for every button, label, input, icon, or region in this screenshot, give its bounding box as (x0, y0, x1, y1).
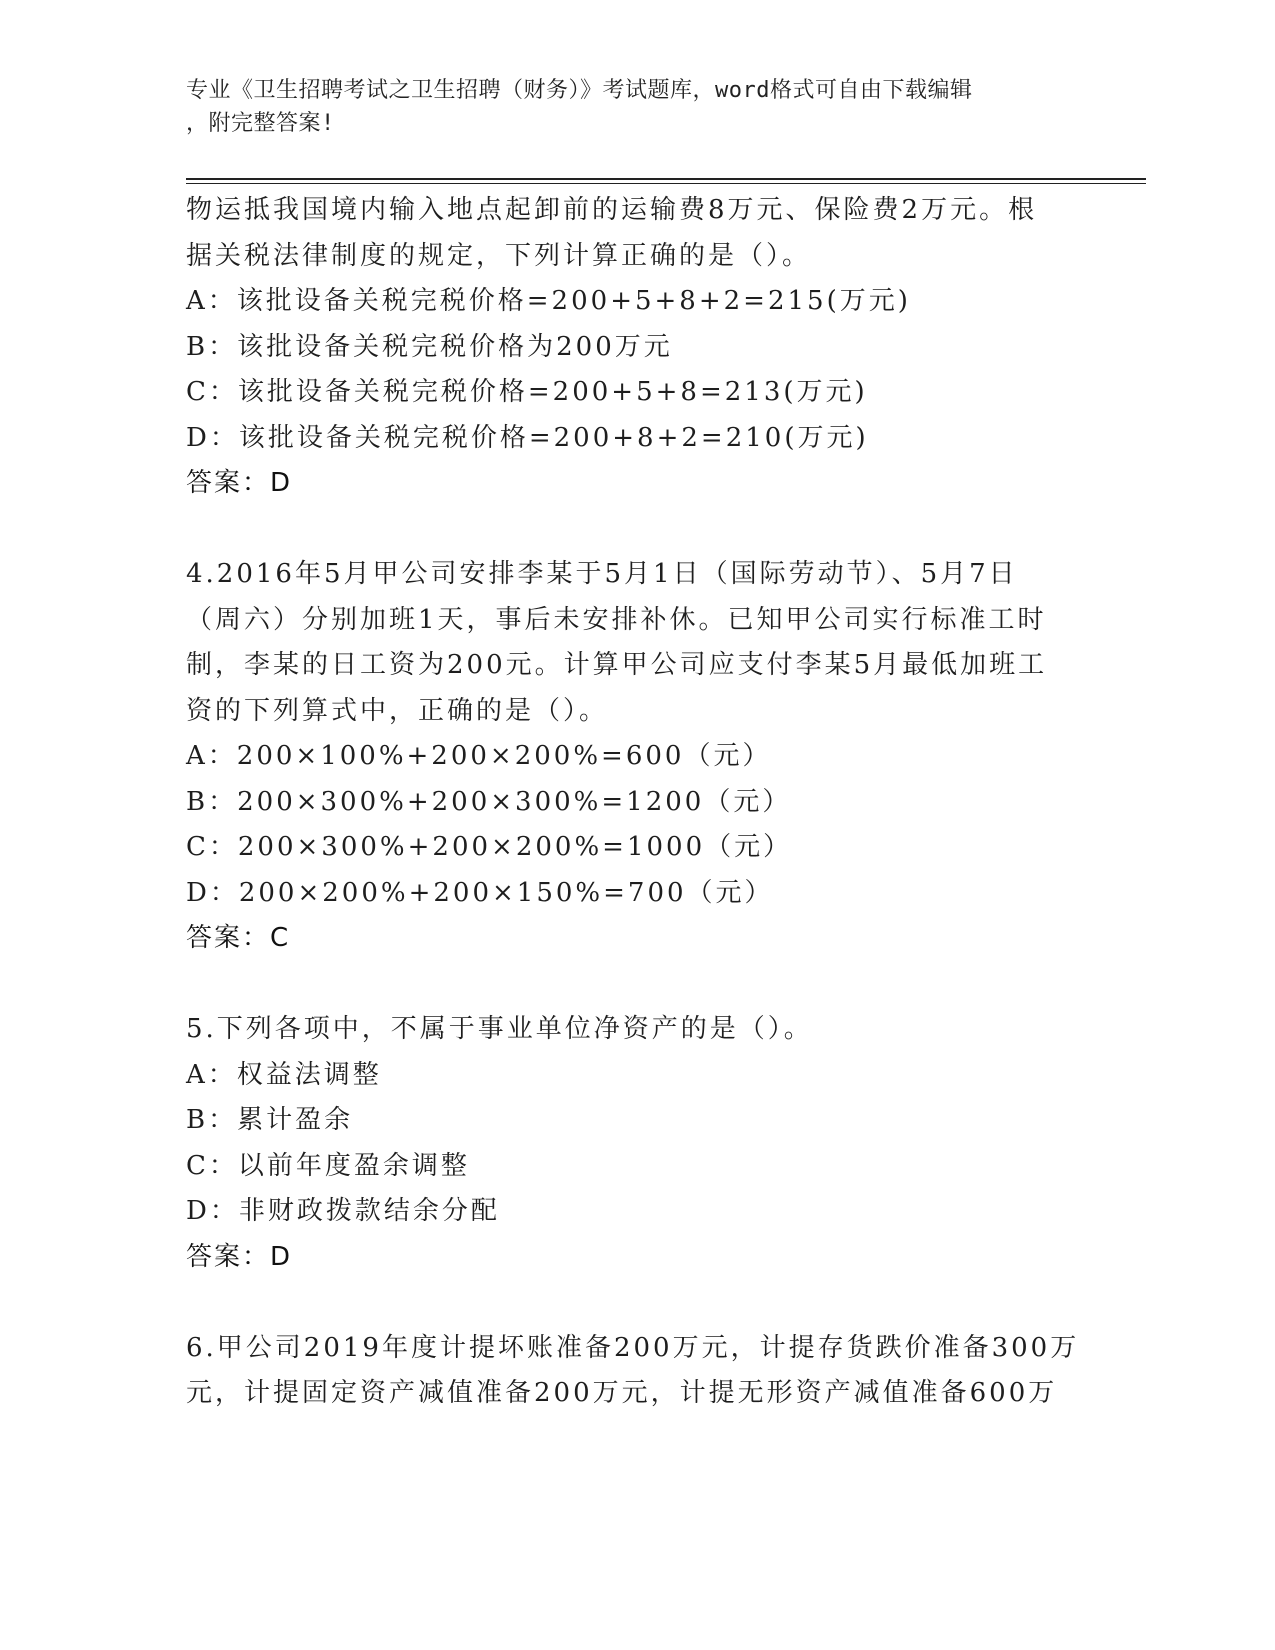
spacer (186, 507, 1086, 553)
question-4-option-a: A：200×100%+200×200%=600（元） (186, 741, 772, 771)
question-content (186, 188, 1086, 1417)
question-5-option-c: C：以前年度盈余调整 (186, 1150, 470, 1181)
header-divider-thin (186, 183, 1146, 184)
question-4-option-b: B：200×300%+200×300%=1200（元） (186, 786, 792, 817)
page-header (186, 74, 1086, 140)
question-4-stem-line-3: 制，李某的日工资为200元。计算甲公司应支付李某5月最低加班工 (186, 650, 1048, 680)
question-5-option-d: D：非财政拨款结余分配 (186, 1196, 500, 1226)
question-6-stem-line-2: 元，计提固定资产减值准备200万元，计提无形资产减值准备600万 (186, 1378, 1058, 1408)
question-4-option-c: C：200×300%+200×200%=1000（元） (186, 832, 793, 862)
question-4-stem-line-2: （周六）分别加班1天，事后未安排补休。已知甲公司实行标准工时 (186, 604, 1047, 635)
question-6-stem-line-1: 6.甲公司2019年度计提坏账准备200万元，计提存货跌价准备300万 (186, 1332, 1080, 1363)
header-title-line-2: ，附完整答案! (186, 111, 335, 136)
question-5-option-b: B：累计盈余 (186, 1105, 354, 1135)
question-6 (186, 1326, 1086, 1417)
question-4 (186, 552, 1086, 962)
question-3-option-b: B：该批设备关税完税价格为200万元 (186, 331, 673, 362)
question-3-option-c: C：该批设备关税完税价格=200+5+8=213(万元) (186, 377, 868, 407)
question-3 (186, 188, 1086, 507)
question-3-stem-line-1: 物运抵我国境内输入地点起卸前的运输费8万元、保险费2万元。根 (186, 195, 1038, 225)
spacer (186, 1280, 1086, 1326)
question-5 (186, 1007, 1086, 1280)
question-5-option-a: A：权益法调整 (186, 1059, 382, 1090)
question-4-stem-line-1: 4.2016年5月甲公司安排李某于5月1日（国际劳动节）、5月7日 (186, 559, 1018, 589)
question-5-answer: 答案：D (186, 1241, 293, 1272)
question-3-option-d: D：该批设备关税完税价格=200+8+2=210(万元) (186, 422, 869, 453)
question-5-stem-line-1: 5.下列各项中，不属于事业单位净资产的是（）。 (186, 1014, 813, 1044)
question-4-option-d: D：200×200%+200×150%=700（元） (186, 877, 774, 908)
question-4-stem-line-4: 资的下列算式中，正确的是（）。 (186, 695, 609, 726)
header-title-line-1: 专业《卫生招聘考试之卫生招聘（财务）》考试题库，word格式可自由下载编辑 (186, 78, 973, 103)
question-3-stem-line-2: 据关税法律制度的规定，下列计算正确的是（）。 (186, 240, 812, 271)
spacer (186, 962, 1086, 1008)
header-divider-thick (186, 178, 1146, 180)
question-4-answer: 答案：C (186, 923, 291, 953)
question-3-answer: 答案：D (186, 468, 293, 498)
question-3-option-a: A：该批设备关税完税价格=200+5+8+2=215(万元) (186, 286, 911, 316)
